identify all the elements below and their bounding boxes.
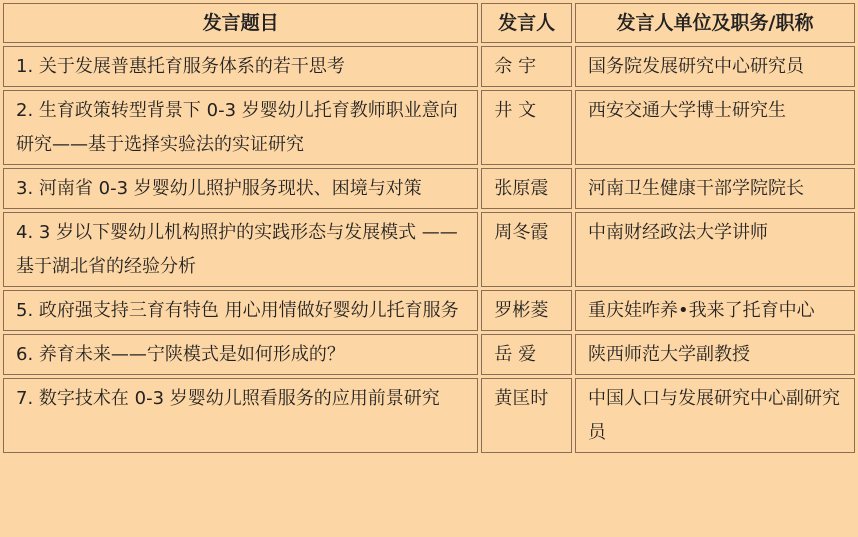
topic-cell: 3. 河南省 0-3 岁婴幼儿照护服务现状、困境与对策	[3, 168, 478, 209]
topic-cell: 6. 养育未来——宁陕模式是如何形成的？	[3, 334, 478, 375]
speaker-cell: 岳 爱	[481, 334, 572, 375]
table-row	[3, 212, 855, 287]
topic-cell: 5. 政府强支持三育有特色 用心用情做好婴幼儿托育服务	[3, 290, 478, 331]
table-row	[3, 90, 855, 165]
header-unit: 发言人单位及职务/职称	[575, 3, 855, 43]
speaker-cell: 佘 宇	[481, 46, 572, 87]
unit-cell: 河南卫生健康干部学院院长	[575, 168, 855, 209]
speaker-cell: 井 文	[481, 90, 572, 165]
unit-cell: 中国人口与发展研究中心副研究员	[575, 378, 855, 453]
table-row	[3, 334, 855, 375]
unit-cell: 中南财经政法大学讲师	[575, 212, 855, 287]
table-row	[3, 378, 855, 453]
topic-cell: 7. 数字技术在 0-3 岁婴幼儿照看服务的应用前景研究	[3, 378, 478, 453]
speaker-cell: 罗彬菱	[481, 290, 572, 331]
header-row	[3, 3, 855, 43]
topic-cell: 4. 3 岁以下婴幼儿机构照护的实践形态与发展模式 ——基于湖北省的经验分析	[3, 212, 478, 287]
header-speaker: 发言人	[481, 3, 572, 43]
table-row	[3, 46, 855, 87]
table-row	[3, 168, 855, 209]
unit-cell: 国务院发展研究中心研究员	[575, 46, 855, 87]
speaker-cell: 黄匡时	[481, 378, 572, 453]
unit-cell: 重庆娃咋养•我来了托育中心	[575, 290, 855, 331]
unit-cell: 陕西师范大学副教授	[575, 334, 855, 375]
table-row	[3, 290, 855, 331]
topic-cell: 2. 生育政策转型背景下 0-3 岁婴幼儿托育教师职业意向研究——基于选择实验法的实证研究	[3, 90, 478, 165]
topic-cell: 1. 关于发展普惠托育服务体系的若干思考	[3, 46, 478, 87]
speaker-cell: 周冬霞	[481, 212, 572, 287]
speaker-cell: 张原震	[481, 168, 572, 209]
header-topic: 发言题目	[3, 3, 478, 43]
unit-cell: 西安交通大学博士研究生	[575, 90, 855, 165]
